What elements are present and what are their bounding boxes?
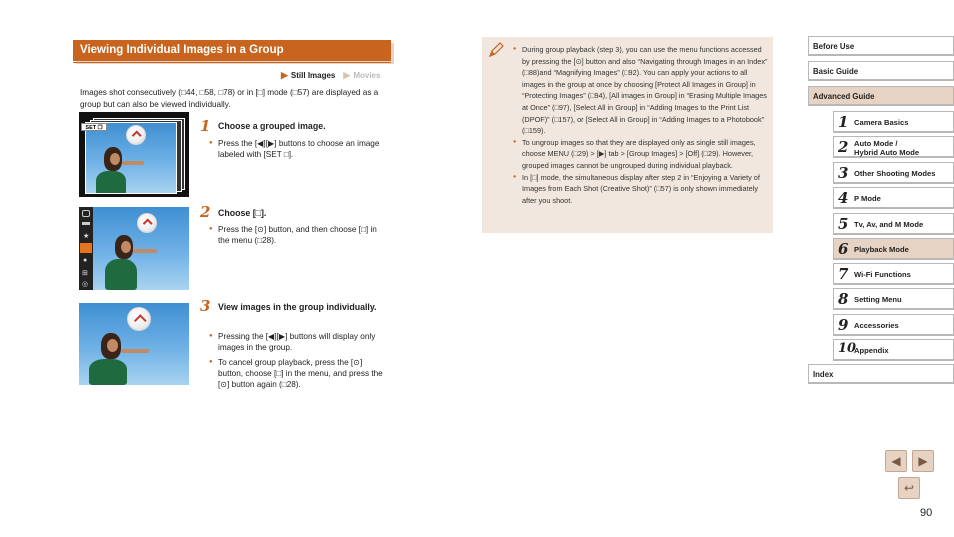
chapter-label: Accessories (854, 321, 899, 330)
nav-chapter-6[interactable] (833, 238, 954, 260)
still-images-badge (281, 70, 335, 81)
chapter-label: Camera Basics (854, 118, 909, 127)
chapter-number: 6 (838, 240, 849, 258)
mode-badges (281, 70, 380, 81)
movies-label: Movies (353, 71, 381, 80)
intro-text: Images shot consecutively (□44, □58, □78) or in [□] mode (□57) are displayed as a group but can also be viewed individually. (80, 88, 379, 109)
next-page-button[interactable] (912, 450, 934, 472)
chapter-number: 3 (838, 164, 849, 182)
chapter-label: Playback Mode (854, 245, 909, 254)
pencil-icon (487, 41, 505, 59)
nav-chapter-2[interactable] (833, 136, 954, 158)
chapter-number: 9 (838, 316, 849, 334)
chapter-number: 10 (838, 341, 857, 356)
chapter-label (854, 139, 919, 157)
step-number: 2 (200, 203, 211, 221)
chapter-number: 2 (838, 138, 849, 156)
chapter-label: Wi-Fi Functions (854, 270, 911, 279)
menu-sidebar: ★ ● ⊞ ◎ (79, 207, 93, 290)
return-icon: ↩ (903, 481, 915, 495)
chapter-label: Other Shooting Modes (854, 169, 936, 178)
step-title: Choose [□]. (218, 208, 267, 218)
nav-chapter-4[interactable] (833, 187, 954, 209)
chapter-number: 5 (838, 215, 849, 233)
nav-chapter-7[interactable] (833, 263, 954, 285)
step-bullet: ● To cancel group playback, press the [⊙] button, choose [□] in the menu, and press the [⊙] button again (□28). (209, 357, 389, 390)
step-bullet: ● Press the [◀][▶] buttons to choose an image labeled with [SET □]. (209, 138, 389, 160)
step1-screenshot (79, 112, 189, 197)
note-item: ● In [□] mode, the simultaneous display after step 2 in “Enjoying a Variety of Images from Each Shot (Creative Shot)” (□57) is only shown immediately after you shoot. (513, 172, 768, 207)
step-bullet: ● Press the [⊙] button, and then choose [□] in the menu (□28). (209, 224, 389, 246)
chapter-number: 1 (838, 113, 849, 131)
chapter-label-line2: Hybrid Auto Mode (854, 148, 920, 157)
step-title: Choose a grouped image. (218, 121, 326, 131)
page-title: Viewing Individual Images in a Group (73, 40, 391, 61)
step-bullet: ● Pressing the [◀][▶] buttons will display only images in the group. (209, 331, 389, 353)
arrow-left-icon: ◀ (891, 454, 901, 468)
step2-screenshot (79, 207, 189, 290)
nav-chapter-9[interactable] (833, 314, 954, 336)
step-title: View images in the group individually. (218, 302, 377, 312)
step3-screenshot (79, 303, 189, 385)
nav-chapter-1[interactable] (833, 111, 954, 133)
step-number: 3 (200, 297, 211, 315)
page-number: 90 (920, 507, 933, 519)
arrow-right-icon: ▶ (918, 454, 928, 468)
nav-before-use[interactable]: Before Use (808, 36, 954, 56)
back-button[interactable] (898, 477, 920, 499)
chapter-label-line1: Auto Mode / (854, 139, 898, 148)
chapter-label: Appendix (854, 346, 889, 355)
group-label-icon: SET ❐ (81, 123, 107, 131)
note-list (513, 44, 768, 206)
nav-chapter-3[interactable] (833, 162, 954, 184)
note-item: ● During group playback (step 3), you can use the menu functions accessed by pressing the [⊙] button and also “Navigating through Images in an Index” (□88)and “Magnifying Images” (□92). You can apply your actions to all images in the group at once by choosing [Protect All Images in Group] in “Protecting Images” (□94), [All images in Group] in “Erasing Multiple Images at Once” (□97), [Select All in Group] in “Adding Images to the Print List (DPOF)” (□157), or [Select All in Group] in “Adding Images to a Photobook” (□159). (513, 44, 768, 137)
nav-advanced-guide[interactable]: Advanced Guide (808, 86, 954, 106)
nav-chapter-8[interactable] (833, 288, 954, 310)
still-images-label: Still Images (290, 71, 336, 80)
note-item: ● To ungroup images so that they are displayed only as single still images, choose MENU (□29) > [▶] tab > [Group Images] > [Off] (□29). However, grouped images cannot be ungrouped during individual playback. (513, 137, 768, 172)
nav-chapter-5[interactable] (833, 213, 954, 235)
chapter-number: 7 (838, 265, 849, 283)
chapter-label: Tv, Av, and M Mode (854, 220, 924, 229)
triangle-icon: ▶ (343, 70, 351, 80)
nav-chapter-10[interactable] (833, 339, 954, 361)
nav-basic-guide[interactable]: Basic Guide (808, 61, 954, 81)
triangle-icon: ▶ (281, 70, 288, 80)
nav-index[interactable]: Index (808, 364, 954, 384)
movies-badge (343, 70, 380, 81)
chapter-number: 8 (838, 290, 849, 308)
chapter-label: Setting Menu (854, 295, 902, 304)
chapter-label: P Mode (854, 194, 881, 203)
chapter-number: 4 (838, 189, 849, 207)
step-number: 1 (200, 117, 211, 135)
prev-page-button[interactable] (885, 450, 907, 472)
